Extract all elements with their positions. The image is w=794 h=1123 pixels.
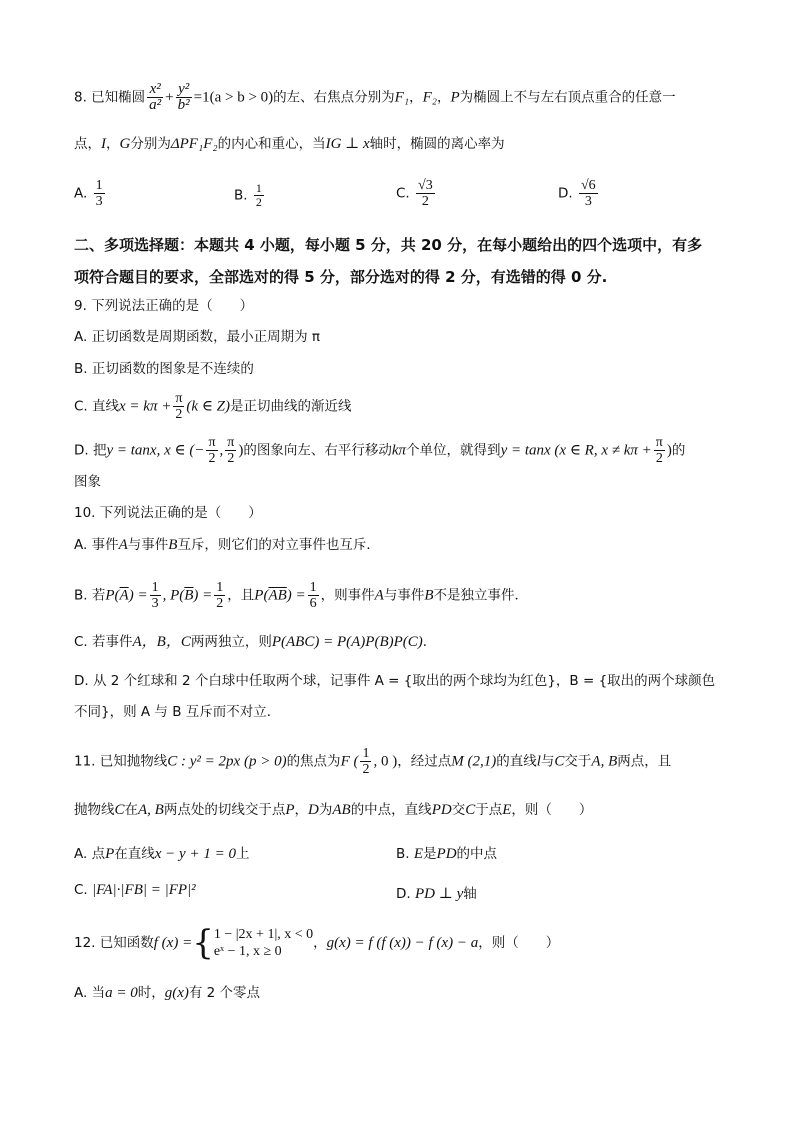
q12-option-a: A. 当a = 0时，g(x)有 2 个零点 xyxy=(74,985,261,1001)
q8-line1: 8. 已知椭圆 $\frac{\text{x²}}{\text{a²}}$ + $\frac{\text{y²}}{\text{b²}}$ =1(a > b > 0)的左、右焦点分别为F₁，F₂，P为椭圆上不与左右顶点重合的任意一 xyxy=(74,81,676,113)
piecewise-cases: 1 − |2x + 1|, x < 0 eˣ − 1, x ≥ 0 xyxy=(213,927,314,959)
piecewise-brace: { xyxy=(192,923,214,963)
q11-option-c: C. |FA|·|FB| = |FP|² xyxy=(74,882,196,898)
q10-stem: 10. 下列说法正确的是（ ） xyxy=(74,505,262,521)
q9-option-b: B. 正切函数的图象是不连续的 xyxy=(74,361,254,377)
q9-stem: 9. 下列说法正确的是（ ） xyxy=(74,298,254,314)
q10-option-d-line2: 不同}，则 A 与 B 互斥而不对立． xyxy=(74,704,281,720)
q9-option-a: A. 正切函数是周期函数，最小正周期为 π xyxy=(74,329,320,345)
q10-option-b: B. 若$P(\overline{A})$ = $\frac{1}{3}$ , $P(\overline{B})$ = $\frac{1}{2}$ ，且$P(\overline{AB})$ = $\frac{1}{6}$ ，则事件A与事件B不是独立事件． xyxy=(74,580,529,611)
section2-heading-line1: 二、多项选择题：本题共 4 小题，每小题 5 分，共 20 分，在每小题给出的四个选项中，有多 xyxy=(74,236,703,254)
q10-option-c: C. 若事件A，B，C两两独立，则P(ABC) = P(A)P(B)P(C)． xyxy=(74,634,437,650)
q9-option-d: D. 把y = tanx, x ∈ (− $\frac{\pi}{2}$ , $\frac{\pi}{2}$ )的图象向左、右平行移动kπ个单位，就得到y = tanx (x ∈ R, x ≠ kπ + $\frac{\pi}{2}$ )的 xyxy=(74,435,686,466)
q8-stem-start: 8. 已知椭圆 xyxy=(74,89,146,106)
q8-option-a: A. $\frac{1}{3}$ xyxy=(74,178,103,209)
q11-line2: 抛物线C在A, B两点处的切线交于点P，D为AB的中点，直线PD交C于点E，则（ ） xyxy=(74,802,593,818)
ellipse-condition: =1(a > b > 0) xyxy=(193,89,274,106)
q10-option-d-line1: D. 从 2 个红球和 2 个白球中任取两个球，记事件 A = {取出的两个球均为红色}，B = {取出的两个球颜色 xyxy=(74,673,716,689)
ellipse-frac-x: $\frac{\text{x²}}{\text{a²}}$ xyxy=(149,81,162,113)
q11-option-b: B. E是PD的中点 xyxy=(396,846,498,862)
q8-line2: 点，I，G分别为ΔPF₁F₂的内心和重心，当IG ⊥ x轴时，椭圆的离心率为 xyxy=(74,136,505,152)
q12-stem: 12. 已知函数f (x) ={ 1 − |2x + 1|, x < 0 eˣ − 1, x ≥ 0 ，g(x) = f (f (x)) − f (x) − a，则（ ） xyxy=(74,923,560,963)
q11-line1: 11. 已知抛物线C : y² = 2px (p > 0)的焦点为F ( $\frac{1}{2}$ , 0 )，经过点M (2,1)的直线l与C交于A, B两点，且 xyxy=(74,746,672,777)
ellipse-frac-y: $\frac{\text{y²}}{\text{b²}}$ xyxy=(177,81,190,113)
q10-option-a: A. 事件A与事件B互斥，则它们的对立事件也互斥． xyxy=(74,537,380,553)
q9-option-c: C. 直线x = kπ + $\frac{\pi}{2}$ (k ∈ Z)是正切曲线的渐近线 xyxy=(74,391,352,422)
q8-option-d: D. $\frac{√6}{3}$ xyxy=(558,178,596,209)
q11-option-d: D. PD ⊥ y轴 xyxy=(396,886,477,902)
q8-option-c: C. $\frac{√3}{2}$ xyxy=(396,178,433,209)
section2-heading-line2: 项符合题目的要求，全部选对的得 5 分，部分选对的得 2 分，有选错的得 0 分. xyxy=(74,268,608,286)
q9-option-d-cont: 图象 xyxy=(74,474,101,490)
q11-option-a: A. 点P在直线x − y + 1 = 0上 xyxy=(74,846,250,862)
q8-option-b: B. $\frac{1}{2}$ xyxy=(234,181,262,209)
